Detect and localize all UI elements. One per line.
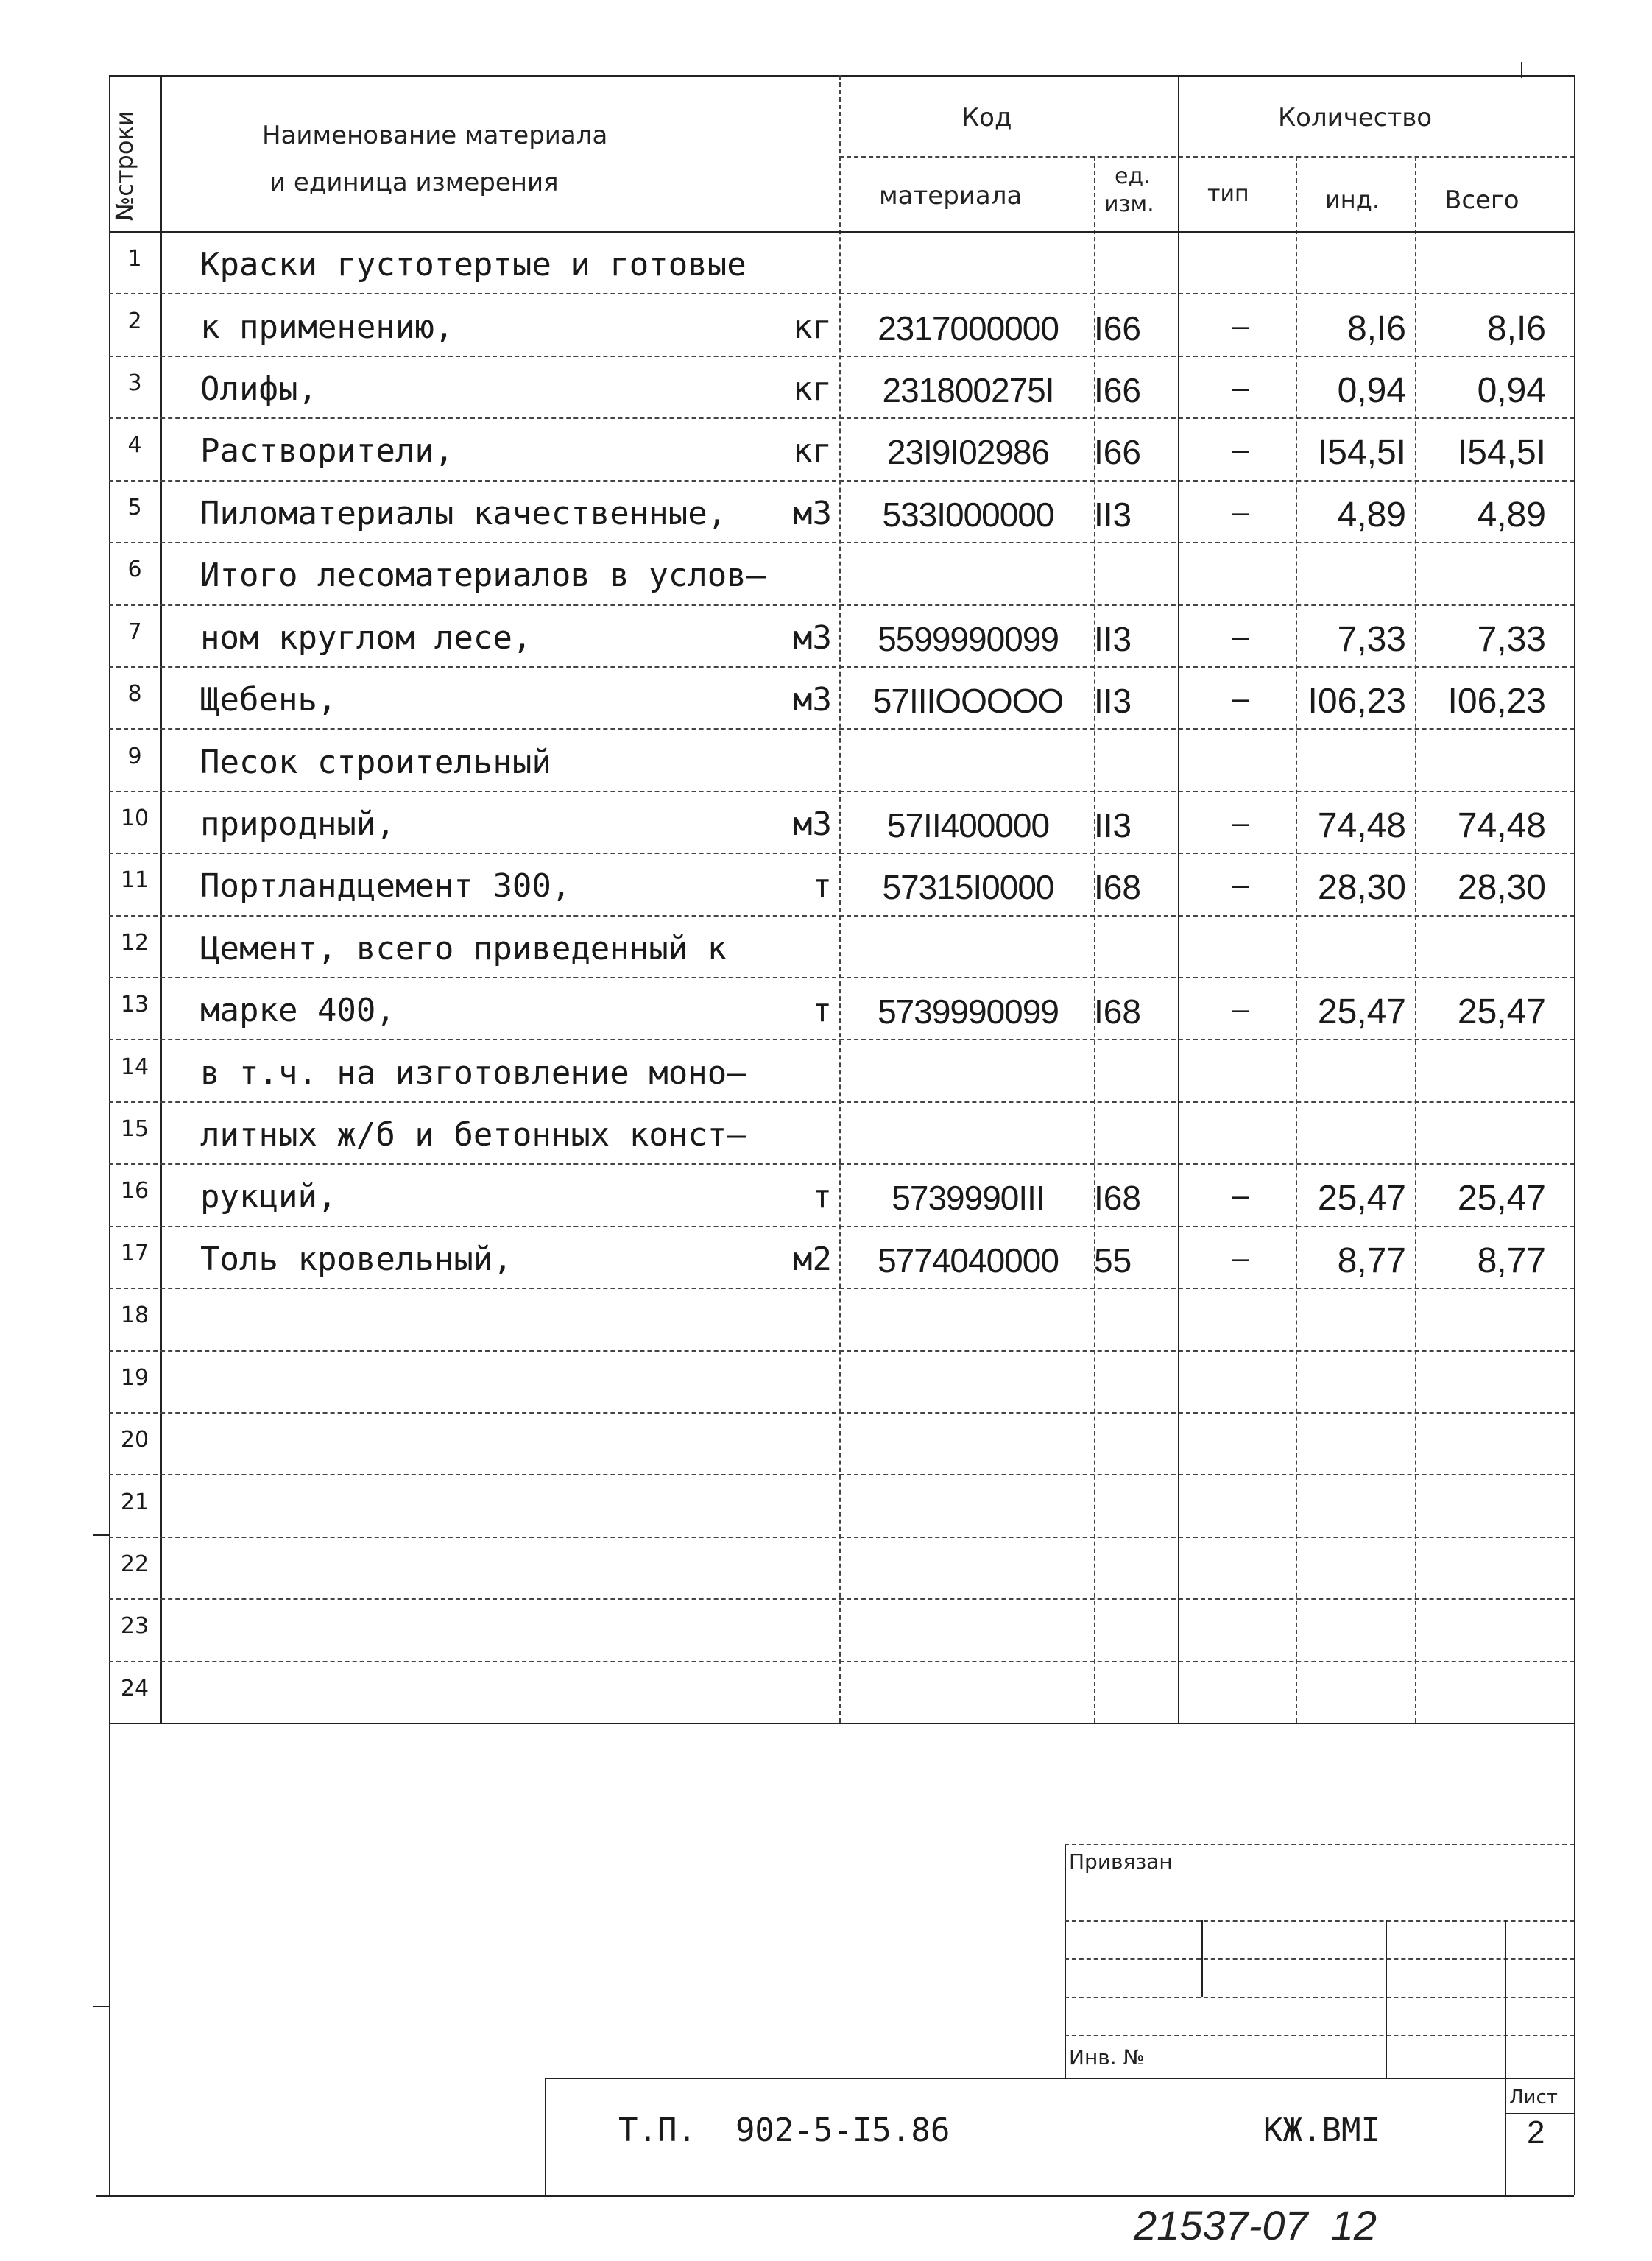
material-unit: м3 <box>793 805 832 843</box>
row-number: 17 <box>120 1240 149 1266</box>
material-name: Цемент, всего приведенный к <box>200 929 727 967</box>
unit-code: I66 <box>1094 308 1141 348</box>
material-code: 2317000000 <box>878 308 1059 348</box>
qty-total: 25,47 <box>1457 992 1546 1032</box>
row-number: 4 <box>127 432 142 459</box>
row-number: 7 <box>127 618 142 645</box>
header-quantity: Количество <box>1278 103 1433 133</box>
doc-code: КЖ.ВМI <box>1263 2112 1380 2149</box>
qty-individual: 8,I6 <box>1346 308 1406 348</box>
header-qty-ind: инд. <box>1325 186 1380 214</box>
material-unit: т <box>812 992 832 1030</box>
qty-individual: 4,89 <box>1337 495 1406 535</box>
qty-individual: 7,33 <box>1337 619 1406 659</box>
row-divider <box>109 915 1574 917</box>
row-number: 15 <box>120 1116 149 1143</box>
qty-type: – <box>1232 495 1249 529</box>
row-divider <box>109 604 1574 606</box>
header-sub-line <box>839 156 1574 158</box>
row-number: 16 <box>120 1178 149 1204</box>
stamp-line <box>1065 1920 1574 1922</box>
margin-tick <box>1521 62 1522 78</box>
row-number: 22 <box>120 1551 149 1577</box>
row-number: 14 <box>120 1054 149 1080</box>
row-number: 11 <box>120 867 149 894</box>
qty-total: 25,47 <box>1457 1179 1546 1218</box>
unit-code: I66 <box>1094 371 1141 410</box>
material-code: 57II400000 <box>886 805 1050 844</box>
row-number: 9 <box>127 743 142 769</box>
unit-code: II3 <box>1094 619 1132 658</box>
material-code: 533I000000 <box>882 495 1054 534</box>
header-qty-type: тип <box>1207 181 1249 207</box>
row-divider <box>109 1163 1574 1165</box>
material-code: 23I9I02986 <box>886 433 1050 472</box>
material-unit: т <box>812 1178 832 1216</box>
qty-individual: 0,94 <box>1337 371 1406 411</box>
qty-type: – <box>1232 993 1249 1026</box>
qty-individual: I54,5I <box>1317 433 1406 473</box>
material-name: Толь кровельный, <box>200 1240 512 1278</box>
material-name: Песок строительный <box>200 743 551 781</box>
header-bottom-line <box>109 231 1574 233</box>
material-unit: кг <box>793 370 832 409</box>
inventory-label: Инв. № <box>1069 2045 1145 2070</box>
qty-type: – <box>1232 372 1249 405</box>
doc-number: Т.П. 902-5-I5.86 <box>618 2112 950 2149</box>
qty-total: 8,I6 <box>1486 308 1546 348</box>
qty-individual: 74,48 <box>1317 805 1406 845</box>
material-unit: кг <box>793 308 832 346</box>
qty-individual: 25,47 <box>1317 1179 1406 1218</box>
material-unit: м3 <box>793 681 832 719</box>
qty-type: – <box>1232 620 1249 653</box>
qty-individual: 8,77 <box>1337 1241 1406 1280</box>
stamp-line <box>1505 1920 1506 2195</box>
row-divider <box>109 791 1574 792</box>
material-name: литных ж/б и бетонных конст– <box>200 1116 746 1154</box>
qty-type: – <box>1232 309 1249 342</box>
header-name-line2: и единица измерения <box>269 168 559 197</box>
row-divider <box>109 1412 1574 1414</box>
qty-total: 74,48 <box>1457 805 1546 845</box>
unit-code: II3 <box>1094 805 1132 844</box>
row-divider <box>109 666 1574 668</box>
row-number: 3 <box>127 370 142 397</box>
row-number: 10 <box>120 805 149 831</box>
row-number: 21 <box>120 1489 149 1515</box>
row-divider <box>109 1598 1574 1600</box>
header-row-number: №строки <box>110 110 138 221</box>
material-name: марке 400, <box>200 992 395 1030</box>
material-unit: т <box>812 867 832 906</box>
material-name: Итого лесоматериалов в услов– <box>200 557 766 595</box>
margin-tick <box>93 1534 109 1536</box>
stamp-line <box>1065 2035 1574 2036</box>
header-code-material: материала <box>879 181 1023 211</box>
table-bottom-line <box>109 1723 1574 1724</box>
qty-type: – <box>1232 869 1249 902</box>
stamp-line <box>545 2078 1574 2079</box>
qty-type: – <box>1232 434 1249 467</box>
row-number: 1 <box>127 246 142 272</box>
page-bottom-line <box>96 2195 1574 2197</box>
row-divider <box>109 1661 1574 1662</box>
material-code: 5739990III <box>892 1179 1045 1218</box>
stamp-line <box>1386 1920 1387 2079</box>
row-divider <box>109 1474 1574 1475</box>
unit-code: II3 <box>1094 682 1132 721</box>
row-divider <box>109 1288 1574 1289</box>
qty-total: 28,30 <box>1457 868 1546 908</box>
material-name: Краски густотертые и готовые <box>200 246 746 284</box>
row-number: 12 <box>120 929 149 956</box>
sheet-label: Лист <box>1509 2087 1558 2109</box>
material-name: ном круглом лесе, <box>200 618 532 657</box>
row-number: 13 <box>120 992 149 1018</box>
margin-tick <box>93 2006 109 2007</box>
bound-label: Привязан <box>1069 1849 1173 1874</box>
qty-individual: 25,47 <box>1317 992 1406 1032</box>
material-unit: м2 <box>793 1240 832 1278</box>
qty-individual: I06,23 <box>1307 682 1406 722</box>
row-number: 24 <box>120 1675 149 1701</box>
row-divider <box>109 977 1574 978</box>
unit-code: I68 <box>1094 1179 1141 1218</box>
row-number: 2 <box>127 308 142 334</box>
stamp-line <box>1065 1958 1574 1960</box>
header-name-line1: Наименование материала <box>262 121 608 150</box>
stamp-line <box>545 2078 546 2195</box>
row-number: 19 <box>120 1364 149 1391</box>
qty-total: 7,33 <box>1477 619 1546 659</box>
material-code: 57315I0000 <box>882 868 1054 907</box>
col-line-ind <box>1415 156 1416 1723</box>
unit-code: 55 <box>1094 1241 1132 1280</box>
row-number: 5 <box>127 494 142 521</box>
row-divider <box>109 293 1574 294</box>
unit-code: I68 <box>1094 992 1141 1031</box>
row-divider <box>109 542 1574 543</box>
stamp-line <box>1065 1844 1574 1845</box>
header-code-unit-2: изм. <box>1104 191 1154 217</box>
row-number: 20 <box>120 1427 149 1453</box>
material-name: Щебень, <box>200 681 337 719</box>
qty-type: – <box>1232 1179 1249 1213</box>
handwritten-archive-number: 21537-07 12 <box>1134 2202 1377 2248</box>
qty-total: 8,77 <box>1477 1241 1546 1280</box>
material-code: 5774040000 <box>878 1241 1059 1280</box>
row-number: 6 <box>127 557 142 583</box>
qty-total: 0,94 <box>1477 371 1546 411</box>
material-name: рукций, <box>200 1178 337 1216</box>
material-name: Растворители, <box>200 432 454 470</box>
row-number: 18 <box>120 1302 149 1329</box>
unit-code: II3 <box>1094 495 1132 534</box>
qty-total: I06,23 <box>1447 682 1546 722</box>
qty-individual: 28,30 <box>1317 868 1406 908</box>
qty-type: – <box>1232 806 1249 839</box>
row-number: 8 <box>127 681 142 708</box>
stamp-line <box>1201 1920 1203 1997</box>
row-divider <box>109 480 1574 482</box>
unit-code: I68 <box>1094 868 1141 907</box>
material-name: Портландцемент 300, <box>200 867 571 906</box>
qty-type: – <box>1232 682 1249 716</box>
table-top-border <box>109 75 1574 77</box>
qty-total: 4,89 <box>1477 495 1546 535</box>
table-right-border <box>1574 75 1575 2195</box>
material-name: Пиломатериалы качественные, <box>200 494 727 532</box>
row-divider <box>109 1039 1574 1040</box>
qty-total: I54,5I <box>1457 433 1546 473</box>
header-qty-total: Всего <box>1444 186 1519 215</box>
material-unit: м3 <box>793 618 832 657</box>
material-code: 231800275I <box>882 371 1054 410</box>
header-code: Код <box>961 103 1012 133</box>
row-divider <box>109 853 1574 854</box>
material-unit: м3 <box>793 494 832 532</box>
row-divider <box>109 1350 1574 1352</box>
material-name: природный, <box>200 805 395 843</box>
stamp-line <box>1065 1997 1574 1998</box>
material-code: 57IIIOOOOO <box>872 682 1064 721</box>
row-divider <box>109 1537 1574 1538</box>
material-name: Олифы, <box>200 370 317 409</box>
row-divider <box>109 728 1574 730</box>
unit-code: I66 <box>1094 433 1141 472</box>
qty-type: – <box>1232 1241 1249 1274</box>
material-code: 5739990099 <box>878 992 1059 1031</box>
header-code-unit-1: ед. <box>1115 163 1151 189</box>
row-divider <box>109 356 1574 357</box>
stamp-line <box>1065 1844 1066 2079</box>
row-divider <box>109 1226 1574 1227</box>
sheet-number: 2 <box>1527 2114 1545 2151</box>
row-number: 23 <box>120 1613 149 1640</box>
material-name: в т.ч. на изготовление моно– <box>200 1054 746 1092</box>
material-name: к применению, <box>200 308 454 346</box>
material-code: 5599990099 <box>878 619 1059 658</box>
row-divider <box>109 417 1574 419</box>
material-unit: кг <box>793 432 832 470</box>
row-divider <box>109 1101 1574 1103</box>
